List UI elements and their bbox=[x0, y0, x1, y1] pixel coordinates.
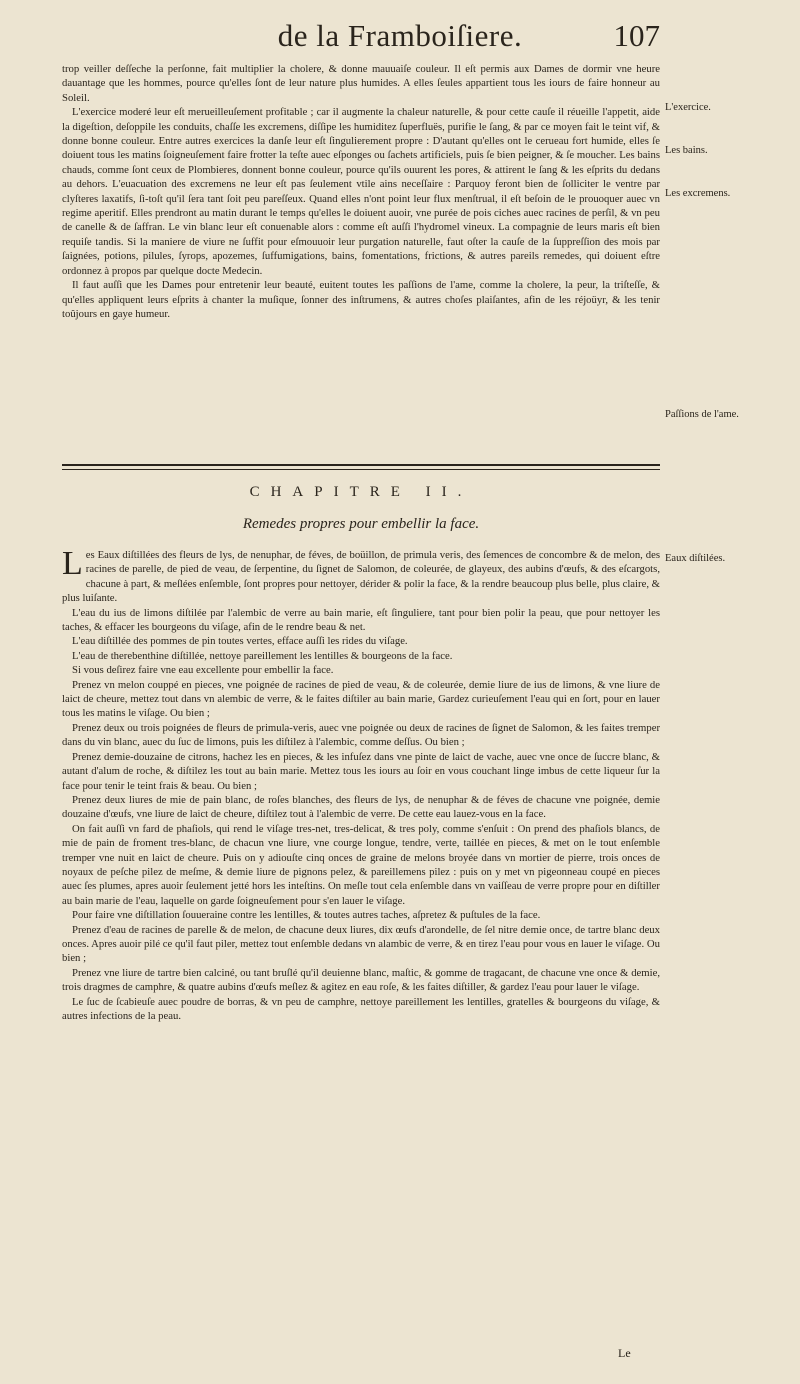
page-number: 107 bbox=[613, 18, 660, 53]
drop-cap: L bbox=[62, 545, 83, 582]
chapter-subtitle: Remedes propres pour embellir la face. bbox=[242, 516, 480, 532]
margin-note: Les excremens. bbox=[665, 188, 731, 199]
section-2-text bbox=[62, 545, 660, 1023]
section-divider bbox=[62, 469, 660, 470]
paragraph: Le ſuc de ſcabieuſe auec poudre de borras, & vn peu de camphre, nettoye pareillement les lentilles, gratelles & bourgeons du viſage, & autres infections de la peau. bbox=[62, 995, 660, 1022]
page-header bbox=[0, 18, 800, 60]
paragraph-text: es Eaux diſtillées des fleurs de lys, de nenuphar, de féves, de boüillon, de primula veris, des ſemences de concombre & de melon, des racines de parelle, de pied de veau, de ſerpentine, du ſignet de Salomon, de coleurée, de glayeux, des aubins d'œufs, & des eſcargots, chacune à part, & meſlées enſemble, ſont propres pour nettoyer, dérider & polir la face, & la rendre beaucoup plus belle, plus claire, & plus luiſante. bbox=[62, 549, 660, 605]
paragraph: Prenez vn melon couppé en pieces, vne poignée de racines de pied de veau, & de coleurée, demie liure de ius de limons, & vne liure de laict de cheure, mettez tout dans vn alembic de verre, & le faites diſtiler au bain marie, Gardez curieuſement l'eau qui en ſort, pour en lauer tous les matins le viſage. Ou bien ; bbox=[62, 678, 660, 720]
paragraph: On fait auſſi vn fard de phaſiols, qui rend le viſage tres-net, tres-delicat, & tres poly, comme s'enſuit : On prend des phaſiols blancs, de mie de pain de froment tres-blanc, de chacun vne liure, vne courge longue, tendre, verte, taillée en pieces, & met on le tout enſemble tremper vne nuit en laict de cheure. Puis on y adiouſte cinq onces de graine de melons broyée dans vn mortier de pierre, trois onces de noyaux de peſche pilez de meſme, & demie liure de pignons pelez, & pareillemens pilez : puis on y met vn pigeonneau coupé en pieces auec ſes plumes, apres auoir ſeulement jetté hors les inteſtins. On meſle tout cela enſemble dans vn vaiſſeau de verre propre pour en diſtiller au bain marie de l'eau, laquelle on garde ſoigneuſement pour s'en lauer le viſage. bbox=[62, 822, 660, 907]
paragraph: Prenez deux ou trois poignées de fleurs de primula-veris, auec vne poignée ou deux de racines de ſignet de Salomon, & les faites tremper dans du vin blanc, auec du ſuc de limons, puis les diſtilez à l'alembic, comme deſſus. Ou bien ; bbox=[62, 721, 660, 749]
margin-note: Paſſions de l'ame. bbox=[665, 409, 739, 420]
paragraph: trop veiller deſſeche la perſonne, fait multiplier la cholere, & donne mauuaiſe couleur. Il eſt permis aux Dames de dormir vne heure dauantage que les hommes, pource qu'elles ſont de leur nature plus humides. A elles ſeules appartient tous les iours de faire honneur au Soleil. bbox=[62, 63, 660, 104]
paragraph: Prenez vne liure de tartre bien calciné, ou tant bruſlé qu'il deuienne blanc, maſtic, & gomme de tragacant, de chacune vne once & demie, trois dragmes de camphre, & quatre aubins d'œufs meſlez & agitez en eau roſe, & les faites diſtiller, & gardez l'eau pour lauer le viſage. bbox=[62, 966, 660, 994]
paragraph: Pour faire vne diſtillation ſouueraine contre les lentilles, & toutes autres taches, aſpretez & puſtules de la face. bbox=[72, 909, 541, 922]
paragraph bbox=[62, 545, 660, 606]
paragraph: L'eau du ius de limons diſtilée par l'alembic de verre au bain marie, eſt ſinguliere, tant pour bien polir la peau, que pour nettoyer les taches, & effacer les bourgeons du viſage, afin de le rendre beau & net. bbox=[62, 606, 660, 634]
paragraph: L'eau diſtillée des pommes de pin toutes vertes, efface auſſi les rides du viſage. bbox=[72, 635, 408, 648]
catchword: Le bbox=[618, 1346, 631, 1360]
margin-note: Eaux diſtilées. bbox=[665, 553, 726, 564]
paragraph: Prenez deux liures de mie de pain blanc, de roſes blanches, des fleurs de lys, de nenuphar & de féves de chacune vne poignée, demie douzaine d'œufs, vne liure de laict de cheure, diſtilez tout à l'alembic de verre. De cette eau lauez-vous en la face. bbox=[62, 793, 660, 821]
paragraph: Il faut auſſi que les Dames pour entretenir leur beauté, euitent toutes les paſſions de l'ame, comme la cholere, la peur, la triſteſſe, & qu'elles appliquent leurs eſprits à chanter la muſique, ſonner des inſtrumens, & autres choſes plaiſantes, afin de les réjoüyr, & les tenir toûjours en gaye humeur. bbox=[62, 279, 660, 320]
margin-note: L'exercice. bbox=[665, 102, 711, 113]
paragraph: Prenez demie-douzaine de citrons, hachez les en pieces, & les infuſez dans vne pinte de laict de vache, auec vne once de ſuccre blanc, & autant d'alum de roche, & diſtilez les tout au bain marie. Mettez tous les iours au ſoir en vous couchant linge imbus de cette liqueur ſur la face pour tenir le teint frais & beau. Ou bien ; bbox=[62, 750, 660, 792]
paragraph: L'exercice moderé leur eſt merueilleuſement profitable ; car il augmente la chaleur naturelle, & pour cette cauſe il réueille l'appetit, aide la digeſtion, deſoppile les conduits, chaſſe les excremens, diſſipe les humiditez ſuperfluës, purifie le ſang, & par ce moyen fait le teint vif, & donne bonne couleur. Entre autres exercices la danſe leur eſt ſingulierement propre : D'autant qu'elles ont le cerueau fort humide, elles ſe doiuent tous les matins ſoigneuſement faire frotter la teſte auec eſponges ou ſachets artificiels, puis ſe bien peigner, & ſe moucher. Les bains chauds, comme ſont ceux de Plombieres, donnent bonne couleur, pource qu'ils ouurent les pores, & attirent le ſang & les eſprits du dedans au dehors. L'euacuation des excremens ne leur eſt pas ſeulement vtile ains neceſſaire : Parquoy feront bien de ſolliciter le ventre par clyſteres laxatifs, ſi-toſt qu'il ſera tant ſoit peu pareſſeux. Quand elles n'ont point leur flux menſtrual, il eſt beſoin de le prouoquer auec vn regime aperitif. Elles prendront au matin durant le temps qu'elles le doiuent auoir, vne purée de pois ciches auec racines de perſil, & vn peu de canelle & de ſaffran. Le vin blanc leur eſt conuenable alors : comme eſt auſſi l'hydromel vineux. La compagnie de leurs maris eſt bien requiſe tandis. Si la maniere de viure ne ſuffit pour eſmouuoir leur purgation naturelle, faut oſter la cauſe de la ſuppreſſion des mois par ſaignées, potions, pilules, ſyrops, apozemes, ſuffumigations, bains, fomentations, frictions, & autres pareils remedes, qui doiuent eſtre ordonnez à propos par quelque docte Medecin. bbox=[62, 106, 660, 277]
section-divider bbox=[62, 464, 660, 466]
chapter-title: CHAPITRE II. bbox=[249, 484, 473, 500]
paragraph: Si vous deſirez faire vne eau excellente pour embellir la face. bbox=[72, 664, 334, 677]
section-1-text bbox=[62, 62, 660, 321]
paragraph: L'eau de therebenthine diſtillée, nettoye pareillement les lentilles & bourgeons de la face. bbox=[72, 649, 453, 662]
margin-note: Les bains. bbox=[665, 145, 708, 156]
paragraph: Prenez d'eau de racines de parelle & de melon, de chacune deux liures, dix œufs d'arondelle, de ſel nitre demie once, de tartre blanc deux onces. Apres auoir pilé ce qu'il faut piler, mettez tout enſemble dedans vn alambic de verre, & en tirez l'eau pour vous en lauer le viſage. Ou bien ; bbox=[62, 923, 660, 965]
running-title: de la Framboiſiere. bbox=[277, 18, 523, 53]
